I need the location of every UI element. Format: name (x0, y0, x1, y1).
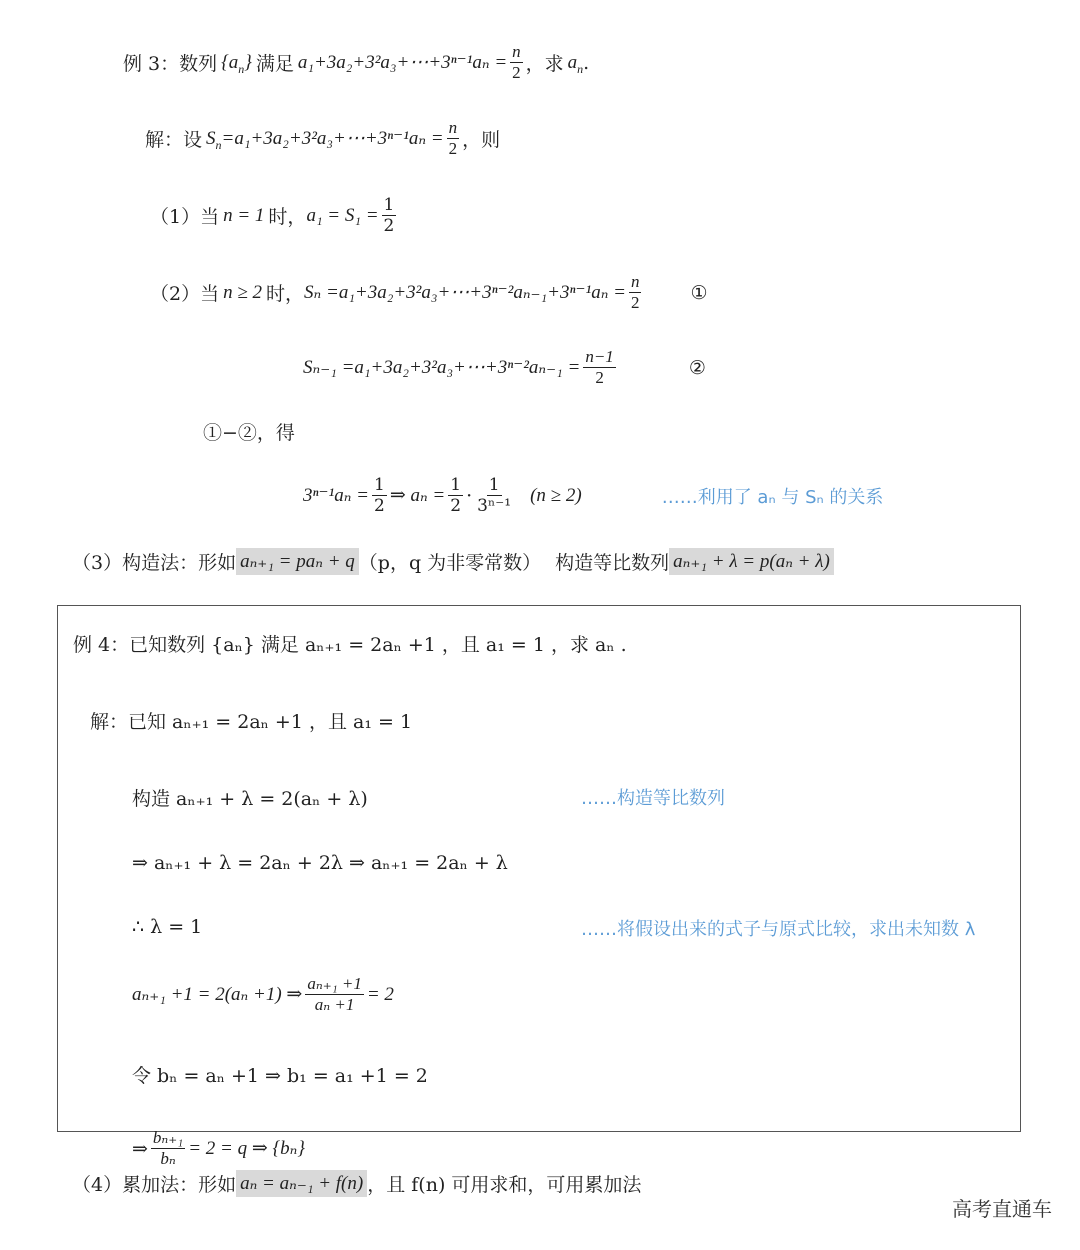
fraction: $\frac{1}{2}$ (383, 195, 395, 236)
fraction: $\frac{1}{\text{3ⁿ⁻¹}}$ (477, 475, 512, 516)
solution3-intro: 解：设 $S_n$ =a₁+3a₂+3²a₃+⋯+3ⁿ⁻¹aₙ = $\frac{n}{2}$ ，则 (145, 118, 501, 158)
highlight-formula: aₙ₊₁ = paₙ + q (236, 548, 359, 575)
example4-statement: 例 4：已知数列 {aₙ} 满足 aₙ₊₁ = 2aₙ +1 ，且 a₁ = 1 ，求 aₙ . (73, 634, 627, 656)
solution4-intro: 解：已知 aₙ₊₁ = 2aₙ +1 ，且 a₁ = 1 (90, 711, 413, 733)
method-4: （4）累加法：形如 aₙ = aₙ₋₁ + f(n) ，且 f(n) 可用求和，可用累加法 (72, 1170, 641, 1197)
step-construct: 构造 aₙ₊₁ + λ = 2(aₙ + λ) (132, 788, 368, 810)
equation-mark-2: ② (688, 356, 706, 379)
watermark: 高考直通车 (952, 1197, 1052, 1221)
step-ratio: aₙ₊₁ +1 = 2(aₙ +1) ⇒ $\frac{\text{aₙ₊₁ +1}}{\text{aₙ +1}}$ = 2 (132, 974, 394, 1014)
example3-statement: 例 3：数列 $\{a_n\}$ 满足 a₁+3a₂+3²a₃+⋯+3ⁿ⁻¹aₙ = $\frac{n}{2}$ ，求 $a_n$ . (123, 42, 590, 82)
fraction: $\frac{n}{2}$ (512, 42, 521, 82)
annotation-note: ……利用了 aₙ 与 Sₙ 的关系 (661, 486, 884, 508)
fraction: $\frac{n}{2}$ (448, 118, 458, 158)
step-define-b: 令 bₙ = aₙ +1 ⇒ b₁ = a₁ +1 = 2 (132, 1065, 428, 1087)
fraction: $\frac{1}{2}$ (450, 475, 462, 516)
fraction: $\frac{n-1}{2}$ (585, 347, 614, 387)
note-compare: ……将假设出来的式子与原式比较，求出未知数 λ (581, 919, 976, 940)
result-line: 3ⁿ⁻¹aₙ = $\frac{1}{2}$ ⇒ aₙ = $\frac{1}{2}$ · $\frac{1}{\text{3ⁿ⁻¹}}$ (n ≥ 2) ……利用了 aₙ 与 Sₙ 的关系 (303, 475, 884, 516)
equation-mark-1: ① (690, 281, 708, 304)
case-2: （2）当 n ≥ 2 时， Sₙ =a₁+3a₂+3²a₃+⋯+3ⁿ⁻²aₙ₋₁+3ⁿ⁻¹aₙ = $\frac{n}{2}$ ① (150, 272, 708, 312)
fraction: $\frac{\text{bₙ₊₁}}{\text{bₙ}}$ (152, 1128, 184, 1168)
step-geometric: ⇒ $\frac{\text{bₙ₊₁}}{\text{bₙ}}$ = 2 = q ⇒ {bₙ} (132, 1128, 305, 1168)
fraction: $\frac{\text{aₙ₊₁ +1}}{\text{aₙ +1}}$ (307, 974, 362, 1014)
fraction: $\frac{1}{2}$ (373, 475, 385, 516)
method-3: （3）构造法：形如 aₙ₊₁ = paₙ + q （p，q 为非零常数） 构造等比数列 aₙ₊₁ + λ = p(aₙ + λ) (72, 548, 834, 575)
step-lambda: ∴ λ = 1 (132, 916, 203, 938)
fraction: $\frac{n}{2}$ (630, 272, 640, 312)
case-1: （1）当 n = 1 时， a₁ = S₁ = $\frac{1}{2}$ (150, 195, 395, 236)
highlight-formula: aₙ₊₁ + λ = p(aₙ + λ) (669, 548, 834, 575)
equation-2: Sₙ₋₁ =a₁+3a₂+3²a₃+⋯+3ⁿ⁻²aₙ₋₁ = $\frac{n-1}{2}$ ② (303, 347, 706, 387)
step-expand: ⇒ aₙ₊₁ + λ = 2aₙ + 2λ ⇒ aₙ₊₁ = 2aₙ + λ (132, 852, 508, 874)
highlight-formula: aₙ = aₙ₋₁ + f(n) (236, 1170, 367, 1197)
subtract-line: ①−②，得 (203, 422, 295, 444)
note-construct: ……构造等比数列 (581, 788, 725, 809)
